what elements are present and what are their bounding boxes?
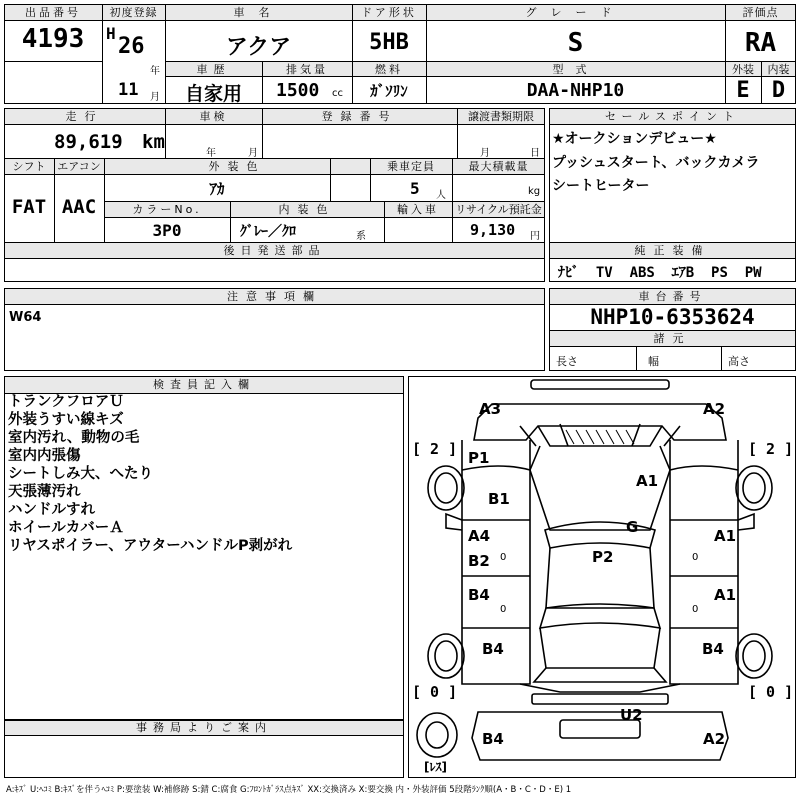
exterior-label: 外装 [732, 63, 754, 76]
damage-mark: A2 [703, 400, 726, 418]
length-label: 長さ [556, 355, 578, 368]
capacity-label: 乗車定員 [387, 160, 435, 173]
fuel-label: 燃料 [375, 63, 403, 76]
first-reg-label: 初度登録 [109, 6, 158, 19]
damage-mark: A1 [714, 527, 737, 545]
damage-mark: G [626, 518, 639, 536]
equipment-label: 純正装備 [634, 244, 711, 257]
damage-mark: A2 [703, 730, 726, 748]
import-label: 輸入車 [397, 203, 439, 216]
color-no: 3P0 [152, 221, 182, 240]
equipment-item: ｴｱB [671, 265, 695, 281]
model-label: 型式 [552, 63, 599, 76]
grade-label: グレード [525, 6, 626, 19]
int-color: ｸﾞﾚｰ／ｸﾛ [240, 224, 296, 240]
damage-mark: A1 [636, 472, 659, 490]
inspector-line: リヤスポイラー、アウターハンドルP剥がれ [8, 538, 293, 554]
reg-no-label: 登録番号 [321, 110, 398, 123]
office-label: 事務局よりご案内 [136, 721, 272, 734]
model-code: DAA-NHP10 [526, 80, 625, 101]
chassis-number: NHP10-6353624 [590, 305, 755, 329]
inspector-line: トランクフロアＵ [8, 394, 124, 410]
tread-mark: 0 [692, 604, 699, 615]
history-label: 車歴 [196, 63, 231, 76]
history: 自家用 [184, 83, 242, 105]
equipment-item: PS [711, 265, 728, 281]
inspector-line: 室内内張傷 [8, 448, 81, 464]
sales-point-line: プッシュスタート、バックカメラ [552, 155, 760, 171]
insp-year-unit: 年 [206, 148, 216, 159]
insp-month-unit: 月 [248, 148, 258, 159]
era: H [106, 24, 116, 43]
damage-mark: B4 [468, 586, 490, 604]
damage-mark: B1 [488, 490, 510, 508]
damage-mark: U2 [620, 706, 643, 724]
color-label: 外装色 [208, 160, 266, 173]
equipment-item: TV [595, 265, 613, 281]
lot-no-label: 出品番号 [25, 6, 81, 19]
displacement-label: 排気量 [286, 63, 328, 76]
damage-mark: B4 [482, 730, 504, 748]
dims-label: 諸元 [653, 332, 692, 345]
grade: S [567, 28, 584, 58]
damage-mark: B4 [702, 640, 724, 658]
equipment-item: ABS [629, 265, 655, 281]
max-load-unit: kg [528, 186, 541, 197]
tire-rear-right: [ 0 ] [748, 683, 794, 701]
damage-mark: A3 [479, 400, 502, 418]
score: RA [744, 28, 777, 58]
recycle-amount: 9,130 [470, 221, 516, 239]
transfer-day-unit: 日 [530, 148, 540, 159]
displacement-unit: cc [332, 88, 343, 99]
damage-mark: A1 [714, 586, 737, 604]
tire-front-left: [ 2 ] [412, 440, 458, 458]
notes-label: 注意事項欄 [227, 290, 322, 303]
interior-score: D [771, 78, 786, 103]
inspector-line: 室内汚れ、動物の毛 [8, 430, 140, 446]
inspector-line: ホイールカバーＡ [8, 520, 124, 536]
shift: FAT [11, 196, 47, 218]
car-name-label: 車名 [233, 6, 284, 19]
car-name: アクア [225, 35, 292, 60]
sales-point-line: ★オークションデビュー★ [552, 131, 717, 147]
legend: A:ｷｽﾞ U:ﾍｺﾐ B:ｷｽﾞを伴うﾍｺﾐ P:要塗装 W:補修跡 S:錆 C:腐食 G:ﾌﾛﾝﾄｶﾞﾗｽ点ｷｽﾞ XX:交換済み X:要交換 内・外装評価 5段階ﾗﾝｸ順(A・B・C・D・E) 1 [6, 785, 572, 795]
displacement: 1500 [276, 80, 320, 101]
score-label: 評価点 [742, 6, 779, 19]
year-unit: 年 [150, 66, 160, 77]
tire-front-right: [ 2 ] [748, 440, 794, 458]
inspector-comments [8, 393, 292, 555]
car-outline-diagram [408, 376, 796, 778]
color-no-label: カラーNo. [132, 203, 202, 216]
tread-mark: 0 [692, 552, 699, 563]
shift-label: シフト [12, 160, 46, 173]
inspector-line: 天張薄汚れ [8, 484, 81, 500]
mileage-unit: km [142, 131, 165, 153]
sales-point-line: シートヒーター [552, 178, 650, 194]
first-reg-year: 26 [118, 34, 145, 59]
width-label: 幅 [648, 355, 659, 368]
interior-label: 内装 [767, 63, 790, 76]
lot-no: 4193 [21, 24, 85, 54]
inspector-line: ハンドルすれ [8, 502, 95, 518]
first-reg-month: 11 [118, 80, 139, 100]
recycle-unit: 円 [530, 231, 540, 242]
inspector-label: 検査員記入欄 [153, 378, 255, 391]
door-type: 5HB [369, 30, 409, 55]
fuel: ｶﾞｿﾘﾝ [370, 82, 408, 100]
inspection-label: 車検 [199, 110, 228, 123]
capacity: 5 [410, 179, 420, 198]
month-unit: 月 [150, 92, 160, 103]
equipment-list [558, 262, 762, 282]
sales-points-label: セールスポイント [604, 110, 740, 123]
tread-mark: 0 [500, 604, 507, 615]
equipment-item: ﾅﾋﾞ [558, 265, 579, 281]
ac-label: エアコン [57, 160, 101, 173]
later-parts-label: 後日発送部品 [223, 244, 326, 257]
tire-rear-left: [ 0 ] [412, 683, 458, 701]
recycle-label: リサイクル預託金 [455, 203, 542, 216]
chassis-label: 車台番号 [638, 290, 707, 303]
capacity-unit: 人 [436, 190, 446, 201]
int-color-label: 内装色 [278, 203, 336, 216]
damage-mark: A4 [468, 527, 491, 545]
transfer-month-unit: 月 [480, 148, 490, 159]
damage-mark: B2 [468, 552, 490, 570]
height-label: 高さ [728, 355, 750, 368]
inspector-line: シートしみ大、へたり [8, 466, 153, 482]
equipment-item: PW [744, 265, 762, 281]
notes-text: W64 [9, 310, 42, 325]
ac: AAC [61, 196, 97, 218]
max-load-label: 最大積載量 [468, 160, 529, 173]
mileage: 89,619 [54, 131, 123, 153]
tread-mark: 0 [500, 552, 507, 563]
transfer-label: 譲渡書類期限 [468, 110, 534, 123]
door-label: ドア形状 [361, 6, 417, 19]
inspector-line: 外装うすい線キズ [8, 412, 124, 428]
damage-mark: P2 [592, 548, 614, 566]
exterior-score: E [736, 78, 750, 103]
spare-tire-label: [ﾚｽ] [424, 760, 447, 774]
mileage-label: 走行 [65, 110, 104, 123]
int-color-unit: 系 [356, 231, 366, 242]
ext-color: ｱｶ [209, 180, 225, 198]
damage-mark: P1 [468, 449, 490, 467]
damage-mark: B4 [482, 640, 504, 658]
